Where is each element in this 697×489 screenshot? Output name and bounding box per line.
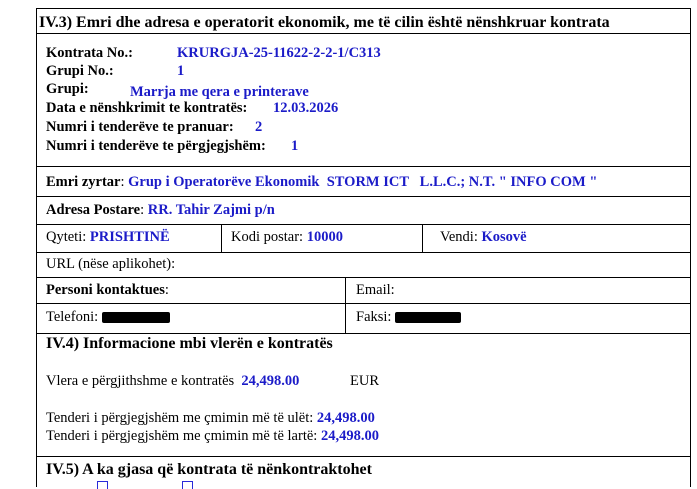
fax-row xyxy=(356,309,461,326)
email-label: Email: xyxy=(356,282,395,298)
phone-label: Telefoni: xyxy=(46,309,99,325)
contact-person-label: Personi kontaktues xyxy=(46,282,165,298)
highest-price-value: 24,498.00 xyxy=(320,428,379,444)
section-iv4 xyxy=(36,333,691,457)
country-value: Kosovë xyxy=(481,229,527,245)
lowest-price-row xyxy=(46,410,375,427)
group-no-label: Grupi No.: xyxy=(46,63,114,79)
section-iv5-title: IV.5) A ka gjasa që kontrata të nënkontraktohet xyxy=(46,461,372,478)
highest-price-label: Tenderi i përgjegjshëm me çmimin më të lartë: xyxy=(46,428,318,444)
url-label: URL (nëse aplikohet): xyxy=(46,256,176,272)
phone-redaction xyxy=(102,312,170,323)
checkbox-no[interactable] xyxy=(97,481,108,489)
country-label: Vendi: xyxy=(440,229,478,245)
contract-no-value: KRURGJA-25-11622-2-2-1/C313 xyxy=(177,45,381,61)
official-name-row: Emri zyrtar: Grup i Operatorëve Ekonomik STORM ICT L.L.C.; N.T. " INFO COM " xyxy=(46,174,598,190)
phone-row xyxy=(46,309,170,326)
total-value-row xyxy=(46,373,299,390)
total-value-label: Vlera e përgjithshme e kontratës xyxy=(46,373,235,389)
postal-code-value: 10000 xyxy=(306,229,343,245)
lowest-price-value: 24,498.00 xyxy=(316,410,375,426)
highest-price-row xyxy=(46,428,379,445)
total-value: 24,498.00 xyxy=(241,373,300,389)
city-row xyxy=(46,229,170,246)
postal-code-label: Kodi postar: xyxy=(231,229,304,245)
section-iv4-title: IV.4) Informacione mbi vlerën e kontratës xyxy=(46,335,333,352)
group-no-value: 1 xyxy=(177,63,185,79)
group-label: Grupi: xyxy=(46,81,89,97)
group-value: Marrja me qera e printerave xyxy=(130,84,309,100)
country-row xyxy=(440,229,527,246)
lowest-price-label: Tenderi i përgjegjshëm me çmimin më të ulët: xyxy=(46,410,314,426)
fax-label: Faksi: xyxy=(356,309,392,325)
official-name-value: Grup i Operatorëve Ekonomik STORM ICT L.L.C.; N.T. " INFO COM " xyxy=(128,174,598,190)
tenders-received-label: Numri i tenderëve te pranuar: xyxy=(46,119,234,135)
official-name-label: Emri zyrtar xyxy=(46,174,121,190)
tenders-responsive-value: 1 xyxy=(291,138,299,154)
fax-redaction xyxy=(395,312,461,323)
contract-no-label: Kontrata No.: xyxy=(46,45,133,61)
postal-address-value: RR. Tahir Zajmi p/n xyxy=(147,202,275,218)
section-iv3 xyxy=(36,8,691,334)
postal-address-row: Adresa Postare: RR. Tahir Zajmi p/n xyxy=(46,202,275,218)
tenders-responsive-label: Numri i tenderëve te përgjegjshëm: xyxy=(46,138,266,154)
postal-address-label: Adresa Postare xyxy=(46,202,141,218)
sign-date-label: Data e nënshkrimit te kontratës: xyxy=(46,100,248,116)
checkbox-yes[interactable] xyxy=(182,481,193,489)
contact-person-row: Personi kontaktues: xyxy=(46,282,169,298)
tenders-received-value: 2 xyxy=(255,119,263,135)
currency: EUR xyxy=(350,373,379,389)
section-iv3-title: IV.3) Emri dhe adresa e operatorit ekonomik, me të cilin është nënshkruar kontrata xyxy=(39,14,610,31)
contract-form xyxy=(36,0,691,487)
city-value: PRISHTINË xyxy=(89,229,170,245)
sign-date-value: 12.03.2026 xyxy=(273,100,339,116)
city-label: Qyteti: xyxy=(46,229,87,245)
section-iv5 xyxy=(36,456,691,487)
postal-code-row xyxy=(231,229,343,246)
